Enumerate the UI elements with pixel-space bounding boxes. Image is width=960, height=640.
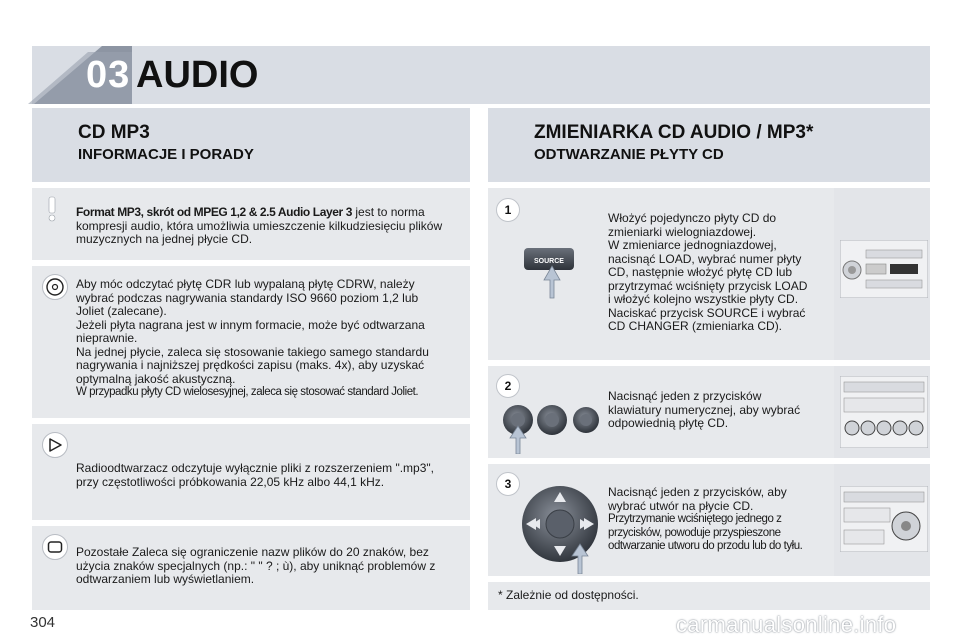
box2-line7: nagrywania i najniższej prędkości zapisu (maks. 4x), aby uzyskać	[76, 358, 425, 372]
box4-line2: użycia znaków specjalnych (np.: " " ? ; ù), aby uniknąć problemów z	[76, 558, 436, 573]
radio-selector-illustration	[840, 486, 928, 552]
step1-line9: CD CHANGER (zmieniarka CD).	[608, 319, 783, 333]
step1-line6: przytrzymać wciśnięty przycisk LOAD	[608, 278, 808, 293]
step1-line5: CD, następnie włożyć płytę CD lub	[608, 265, 793, 279]
step-box-2	[488, 366, 930, 458]
step2-line2: klawiatury numerycznej, aby wybrać	[608, 402, 801, 417]
chapter-number: 03	[86, 54, 131, 96]
box2-text	[76, 278, 429, 400]
box4-line1: Pozostałe Zaleca się ograniczenie nazw plików do 20 znaków, bez	[76, 545, 429, 559]
step1-line2: zmieniarki wielogniazdowej.	[608, 224, 757, 239]
watermark: carmanualsonline.info	[676, 612, 897, 637]
box1-bold-lead: Format MP3, skrót od MPEG 1,2 & 2.5 Audio Layer 3	[76, 205, 353, 219]
box2-line2: wybrać podczas nagrywania standardy ISO 9660 poziom 1,2 lub	[76, 290, 419, 305]
step1-line1: Włożyć pojedynczo płyty CD do	[608, 211, 777, 225]
step3-text	[608, 486, 802, 554]
radio-keypad-illustration	[840, 376, 928, 448]
footnote-box	[488, 582, 930, 610]
info-box-mp3-format	[32, 188, 470, 260]
box2-line8: optymalną jakość akustyczną.	[76, 371, 236, 386]
exclamation-icon	[42, 194, 62, 224]
info-box-cdr-recording	[32, 266, 470, 418]
box1-line1-rest: jest to norma	[352, 205, 425, 219]
right-section-subtitle: ODTWARZANIE PŁYTY CD	[534, 146, 724, 163]
step3-small-line3: odtwarzanie utworu do przodu lub do tyłu.	[608, 540, 803, 552]
source-button-illustration	[520, 240, 582, 302]
number-keys-illustration	[500, 400, 600, 454]
info-box-file-names	[32, 526, 470, 610]
box2-line4: Jeżeli płyta nagrana jest w innym formacie, może być odtwarzana	[76, 317, 425, 332]
step2-line1: Nacisnąć jeden z przycisków	[608, 389, 762, 403]
box2-line6: Na jednej płycie, zaleca się stosowanie takiego samego standardu	[76, 344, 429, 359]
cd-icon	[42, 274, 68, 300]
right-section-title: ZMIENIARKA CD AUDIO / MP3*	[534, 122, 814, 143]
screen-icon	[42, 534, 68, 560]
left-section-title: CD MP3	[78, 122, 150, 143]
box4-line3: odtwarzaniem lub wyświetlaniem.	[76, 572, 255, 586]
step1-line7: i włożyć kolejno wszystkie płyty CD.	[608, 292, 799, 306]
left-section-header	[32, 108, 470, 182]
step-box-1	[488, 188, 930, 360]
step2-text	[608, 390, 800, 431]
step3-small-line1: Przytrzymanie wciśniętego jednego z	[608, 513, 782, 525]
step-box-3	[488, 464, 930, 576]
box3-text	[76, 462, 434, 489]
box2-last-line: W przypadku płyty CD wielosesyjnej, zaleca się stosować standard Joliet.	[76, 386, 419, 398]
step2-line3: odpowiednią płytę CD.	[608, 416, 729, 430]
step1-line3: W zmieniarce jednogniazdowej,	[608, 238, 777, 252]
step3-small-line2: przycisków, powoduje przyspieszone	[608, 526, 781, 539]
box2-line5: nieprawnie.	[76, 331, 138, 345]
box3-line1: Radioodtwarzacz odczytuje wyłącznie pliki z rozszerzeniem ".mp3",	[76, 461, 434, 475]
box3-line2: przy częstotliwości próbkowania 22,05 kHz albo 44,1 kHz.	[76, 474, 385, 489]
right-section-header	[488, 108, 930, 182]
play-icon	[42, 432, 68, 458]
source-button-label: SOURCE	[534, 258, 564, 265]
box1-text	[76, 206, 442, 247]
navigation-pad-illustration	[520, 484, 602, 574]
info-box-mp3-extension	[32, 424, 470, 520]
footnote-text: * Zależnie od dostępności.	[498, 588, 639, 602]
step1-line4: nacisnąć LOAD, wybrać numer płyty	[608, 251, 802, 266]
left-section-subtitle: INFORMACJE I PORADY	[78, 146, 254, 163]
box1-line2: kompresji audio, która umożliwia umieszczenie kilkudziesięciu plików	[76, 218, 443, 233]
box1-line3: muzycznych na jednej płycie CD.	[76, 232, 253, 246]
chapter-title: AUDIO	[136, 54, 259, 96]
step1-line8: Naciskać przycisk SOURCE i wybrać	[608, 305, 806, 320]
step3-line2: wybrać utwór na płycie CD.	[608, 498, 754, 513]
step-1-badge: 1	[496, 198, 520, 222]
step-3-badge: 3	[496, 472, 520, 496]
step3-line1: Nacisnąć jeden z przycisków, aby	[608, 485, 787, 499]
radio-panel-illustration	[840, 240, 928, 298]
box2-line1: Aby móc odczytać płytę CDR lub wypalaną płytę CDRW, należy	[76, 277, 415, 291]
step1-text	[608, 212, 807, 334]
step-2-badge: 2	[496, 374, 520, 398]
box4-text	[76, 546, 435, 587]
box2-line3: Joliet (zalecane).	[76, 304, 167, 318]
page-number: 304	[30, 614, 56, 631]
